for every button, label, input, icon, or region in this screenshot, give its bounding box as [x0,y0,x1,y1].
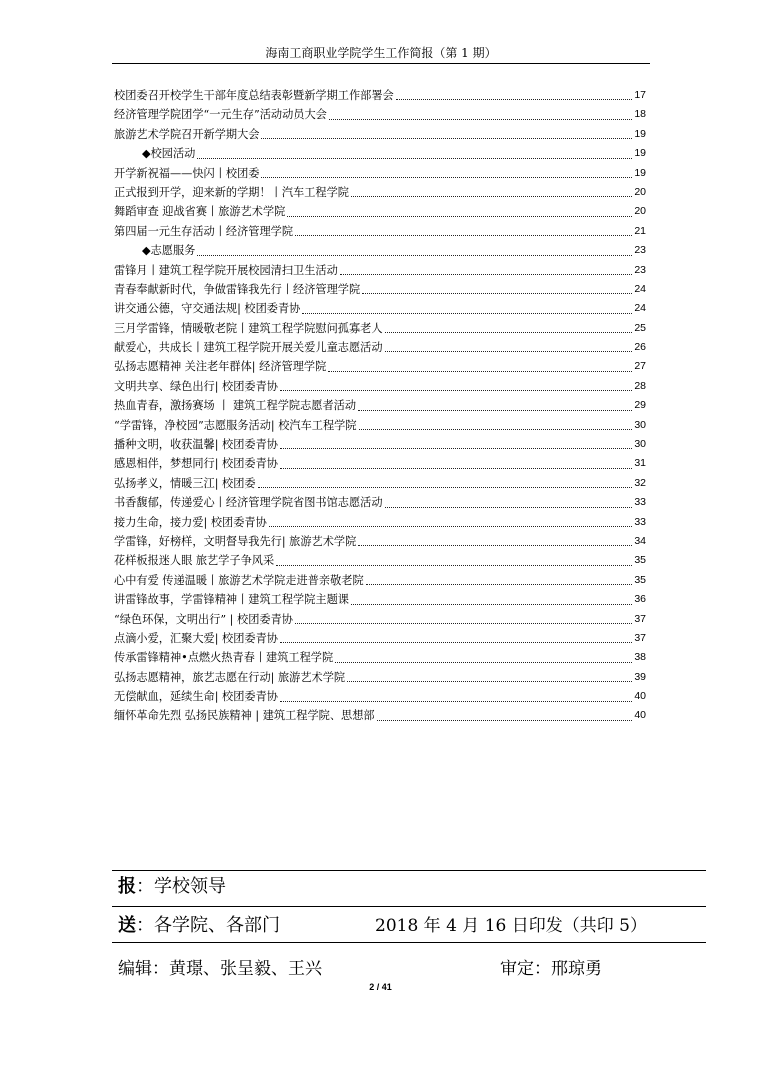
toc-entry[interactable] [114,513,646,532]
toc-entry-page: 19 [634,127,646,140]
toc-entry[interactable] [114,357,646,376]
toc-entry-page: 35 [634,554,646,567]
toc-entry-page: 20 [634,185,646,198]
toc-dot-leader [197,255,632,256]
toc-entry-title: 青春奉献新时代，争做雷锋我先行丨经济管理学院 [114,282,361,296]
toc-entry[interactable] [114,86,646,105]
toc-entry-title: 传承雷锋精神•点燃火热青春丨建筑工程学院 [114,651,334,665]
toc-entry[interactable] [114,435,646,454]
toc-dot-leader [385,507,633,508]
toc-entry-title: 接力生命，接力爱| 校团委青协 [114,515,267,529]
toc-entry-page: 20 [634,205,646,218]
toc-dot-leader [261,138,632,139]
toc-entry-page: 31 [634,457,646,470]
toc-dot-leader [295,235,632,236]
toc-dot-leader [258,487,633,488]
toc-dot-leader [351,604,632,605]
toc-entry[interactable] [114,261,646,280]
toc-entry[interactable] [114,144,646,163]
toc-dot-leader [335,662,632,663]
toc-entry-page: 38 [634,651,646,664]
toc-dot-leader [280,390,632,391]
toc-entry[interactable] [114,493,646,512]
toc-dot-leader [287,216,632,217]
toc-entry-page: 30 [634,418,646,431]
toc-dot-leader [261,177,632,178]
toc-entry-page: 23 [634,244,646,257]
toc-entry-page: 26 [634,341,646,354]
toc-entry[interactable] [114,532,646,551]
toc-entry-page: 28 [634,379,646,392]
toc-dot-leader [385,332,633,333]
toc-entry[interactable] [114,338,646,357]
toc-dot-leader [366,584,633,585]
toc-entry-title: 开学新祝福——快闪丨校团委 [114,166,260,180]
toc-entry[interactable] [114,319,646,338]
toc-entry[interactable] [114,105,646,124]
toc-entry[interactable] [114,164,646,183]
toc-entry-title: 书香馥郁，传递爱心丨经济管理学院省图书馆志愿活动 [114,496,383,510]
toc-entry-title: 三月学雷锋，情暖敬老院丨建筑工程学院慰问孤寡老人 [114,321,383,335]
toc-entry[interactable] [114,707,646,726]
toc-entry-page: 34 [634,534,646,547]
toc-entry[interactable] [114,202,646,221]
toc-dot-leader [280,468,632,469]
toc-entry[interactable] [114,629,646,648]
toc-entry-page: 33 [634,496,646,509]
toc-entry[interactable] [114,377,646,396]
send-label: 送 [118,915,136,936]
toc-entry-title: 旅游艺术学院召开新学期大会 [114,127,260,141]
toc-entry-title: 文明共享、绿色出行| 校团委青协 [114,379,278,393]
toc-entry-title: 缅怀革命先烈 弘扬民族精神 | 建筑工程学院、思想部 [114,709,375,723]
send-to-line [118,915,280,937]
toc-entry-page: 23 [634,263,646,276]
table-of-contents [114,86,646,726]
toc-dot-leader [358,410,632,411]
toc-dot-leader [302,313,632,314]
toc-dot-leader [197,158,632,159]
toc-entry-title: ◆志愿服务 [142,244,196,258]
toc-entry-page: 19 [634,147,646,160]
toc-entry-page: 24 [634,302,646,315]
toc-entry-title: 播种文明，收获温馨| 校团委青协 [114,438,278,452]
header-rule [112,63,650,64]
toc-entry[interactable] [114,668,646,687]
toc-entry-page: 27 [634,360,646,373]
toc-entry-title: 花样板报迷人眼 旅艺学子争风采 [114,554,275,568]
toc-entry-title: 无偿献血，延续生命| 校团委青协 [114,690,278,704]
toc-entry[interactable] [114,474,646,493]
toc-entry[interactable] [114,648,646,667]
toc-entry-title: 献爱心，共成长丨建筑工程学院开展关爱儿童志愿活动 [114,341,383,355]
toc-entry-page: 24 [634,282,646,295]
toc-entry-page: 17 [634,88,646,101]
toc-entry-title: 感恩相伴，梦想同行| 校团委青协 [114,457,278,471]
toc-entry[interactable] [114,571,646,590]
toc-entry-title: ◆校园活动 [142,147,196,161]
toc-dot-leader [351,196,632,197]
toc-dot-leader [269,526,633,527]
toc-entry-page: 39 [634,670,646,683]
toc-entry-title: 第四届一元生存活动丨经济管理学院 [114,224,294,238]
running-header: 海南工商职业学院学生工作简报（第 1 期） [265,46,497,60]
toc-entry-page: 33 [634,515,646,528]
toc-entry[interactable] [114,299,646,318]
toc-dot-leader [359,429,633,430]
reviewer-line: 审定：邢琼勇 [500,959,602,979]
toc-entry-page: 35 [634,573,646,586]
toc-dot-leader [340,274,633,275]
toc-entry-title: 舞蹈审查 迎战省赛丨旅游艺术学院 [114,205,286,219]
toc-entry-page: 40 [634,709,646,722]
report-label: 报 [118,876,136,897]
toc-entry-title: 弘扬孝义，情暖三江| 校团委 [114,476,256,490]
toc-entry-page: 37 [634,631,646,644]
toc-entry-title: 校团委召开校学生干部年度总结表彰暨新学期工作部署会 [114,88,394,102]
toc-entry-title: 弘扬志愿精神，旅艺志愿在行动| 旅游艺术学院 [114,670,346,684]
toc-dot-leader [329,119,632,120]
toc-entry-page: 40 [634,690,646,703]
toc-dot-leader [295,623,632,624]
toc-entry[interactable] [114,610,646,629]
toc-entry-page: 36 [634,593,646,606]
toc-dot-leader [328,371,632,372]
print-info: 2018 年 4 月 16 日印发（共印 5） [375,916,647,936]
toc-entry-title: “学雷锋，净校园”志愿服务活动| 校汽车工程学院 [114,418,357,432]
toc-entry-page: 19 [634,166,646,179]
toc-entry-title: 雷锋月丨建筑工程学院开展校园清扫卫生活动 [114,263,338,277]
report-value: ：学校领导 [136,876,226,897]
toc-dot-leader [377,720,633,721]
toc-entry[interactable] [114,590,646,609]
toc-entry[interactable] [114,280,646,299]
toc-entry-title: 热血青春，激扬赛场 丨 建筑工程学院志愿者活动 [114,399,357,413]
toc-entry-page: 21 [634,224,646,237]
toc-dot-leader [358,545,632,546]
toc-entry-page: 32 [634,476,646,489]
toc-entry[interactable] [114,551,646,570]
toc-entry-page: 29 [634,399,646,412]
toc-dot-leader [280,642,632,643]
toc-dot-leader [276,565,632,566]
toc-dot-leader [396,99,633,100]
toc-entry[interactable] [114,183,646,202]
toc-entry[interactable] [114,125,646,144]
toc-entry[interactable] [114,454,646,473]
toc-entry[interactable] [114,222,646,241]
toc-entry-title: “绿色环保，文明出行” | 校团委青协 [114,612,293,626]
toc-entry-title: 心中有爱 传递温暖丨旅游艺术学院走进普亲敬老院 [114,573,364,587]
toc-entry-title: 学雷锋，好榜样，文明督导我先行| 旅游艺术学院 [114,534,357,548]
toc-entry-page: 30 [634,438,646,451]
toc-dot-leader [280,448,632,449]
toc-entry-title: 弘扬志愿精神 关注老年群体| 经济管理学院 [114,360,327,374]
toc-entry-title: 正式报到开学，迎来新的学期！丨汽车工程学院 [114,185,349,199]
toc-entry-page: 37 [634,612,646,625]
toc-dot-leader [280,701,632,702]
page-number: 2 / 41 [369,982,392,992]
toc-dot-leader [385,351,633,352]
footer-middle-rule [112,906,706,907]
footer-top-rule [112,870,706,871]
toc-dot-leader [362,293,632,294]
toc-entry-title: 讲雷锋故事，学雷锋精神丨建筑工程学院主题课 [114,593,349,607]
toc-entry-page: 18 [634,108,646,121]
toc-entry[interactable] [114,416,646,435]
report-to-line [118,876,226,898]
toc-entry[interactable] [114,241,646,260]
toc-entry[interactable] [114,687,646,706]
toc-dot-leader [347,681,632,682]
send-value: ：各学院、各部门 [136,915,280,936]
editor-line: 编辑：黄璟、张呈毅、王兴 [118,959,322,979]
footer-bottom-rule [112,942,706,943]
toc-entry-page: 25 [634,321,646,334]
toc-entry-title: 点滴小爱，汇聚大爱| 校团委青协 [114,631,278,645]
toc-entry-title: 讲交通公德，守交通法规| 校团委青协 [114,302,301,316]
toc-entry[interactable] [114,396,646,415]
toc-entry-title: 经济管理学院团学“一元生存”活动动员大会 [114,108,327,122]
